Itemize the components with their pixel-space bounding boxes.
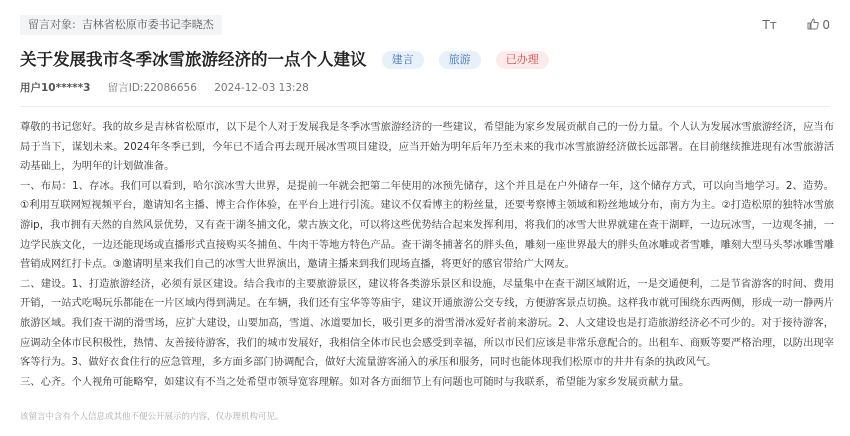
- post-datetime: 2024-12-03 13:28: [214, 82, 309, 94]
- user-id: 用户10*****3: [20, 82, 91, 94]
- post-meta: [20, 79, 323, 97]
- body-paragraph: 三、心齐。个人视角可能略窄，如建议有不当之处希望市领导宽容理解。如对各方面细节上有问题也可随时与我联系，希望能为家乡发展贡献力量。: [20, 375, 690, 388]
- divider: [20, 106, 830, 107]
- top-bar: [10, 11, 840, 35]
- tag-tourism: 旅游: [439, 51, 481, 69]
- recipient-label: 留言对象:: [28, 18, 76, 31]
- body-paragraph: 一、布局：1、存冰。我们可以看到，哈尔滨冰雪大世界，是提前一年就会把第二年使用的冰预先储存，这个并且是在户外储存一年，这个储存方式，可以向当地学习。2、造势。①利用互联网短视频平台，邀请知名主播、博主合作体验，在平台上进行引流。建议不仅看博主的粉丝量，还要考察博主领域和粉丝地域分布，南方为主。②打造松原的独特冰雪旅游ip，我市拥有天然的自然风景优势，又有查干湖冬捕文化，蒙古族文化，可以将这些优势结合起来发挥利用，将我们的冰雪大世界就建在查干湖畔，一边玩冰雪，一边观冬捕，一边学民族文化，一边还能现场或直播形式直接购买冬捕鱼、牛肉干等地方特色产品。查干湖冬捕著名的胖头鱼，雕刻一座世界最大的胖头鱼冰雕或者雪雕，雕刻大型马头琴冰雕雪雕营销成网红打卡点。③邀请明星来我们自己的冰雪大世界演出，邀请主播来到我们现场直播，将更好的感官带给广大网友。: [20, 179, 834, 271]
- like-button[interactable]: [807, 15, 830, 35]
- privacy-note: 该留言中含有个人信息或其他不便公开展示的内容，仅办理机构可见。: [20, 412, 284, 422]
- recipient-box: [20, 15, 222, 35]
- font-size-icon: Tт: [762, 18, 777, 32]
- message-body: [20, 118, 834, 392]
- title-row: [20, 46, 549, 72]
- tag-suggestion: 建言: [382, 51, 424, 69]
- body-paragraph: 尊敬的书记您好。我的故乡是吉林省松原市，以下是个人对于发展我是冬季冰雪旅游经济的一些建议，希望能为家乡发展贡献自己的一份力量。个人认为发展冰雪旅游经济，应当布局于当下，谋划未来。2024年冬季已到，今年已不适合再去现开展冰雪项目建设，应当开始为明年后年乃至未来的我市冰雪旅游经济做长远部署。在目前继续推进现有冰雪旅游活动基础上，为明年的计划做准备。: [20, 121, 834, 173]
- toolbar: [736, 15, 830, 35]
- message-id: 留言ID:22086656: [107, 82, 197, 94]
- body-paragraph: 二、建设。1、打造旅游经济，必须有景区建设。结合我市的主要旅游景区，建议将各类游乐景区和设施，尽量集中在查干湖区域附近，一是交通便利，二是节省游客的时间、费用开销，一站式吃喝玩乐都能在一片区域内得到满足。在车辆，我们还有宝华等等庙宇，建议开通旅游公交专线，方便游客景点切换。这样我市就可围绕东西两侧，形成一动一静两片旅游区域。我们查干湖的滑雪场，应扩大建设，山要加高，雪道、冰道要加长，吸引更多的滑雪滑冰爱好者前来游玩。2、人文建设也是打造旅游经济必不可少的。对于接待游客，应调动全体市民积极性，热情、友善接待游客，我们的城市发展好，我相信全体市民也会感受到幸福，所以市民们应该是非常乐意配合的。出租车、商贩等要严格治理，以防出现宰客等行为。3、做好衣食住行的应急管理，多方面多部门协调配合，做好大流量游客涌入的承压和服务，同时也能体现我们松原市的井井有条的执政风气。: [20, 277, 834, 369]
- like-count: 0: [822, 18, 830, 32]
- status-badge: 已办理: [496, 51, 549, 69]
- thumbs-up-icon: [807, 18, 823, 32]
- font-size-button[interactable]: [762, 15, 776, 35]
- recipient-name: 吉林省松原市委书记李晓杰: [81, 18, 214, 31]
- page-title: 关于发展我市冬季冰雪旅游经济的一点个人建议: [20, 49, 367, 69]
